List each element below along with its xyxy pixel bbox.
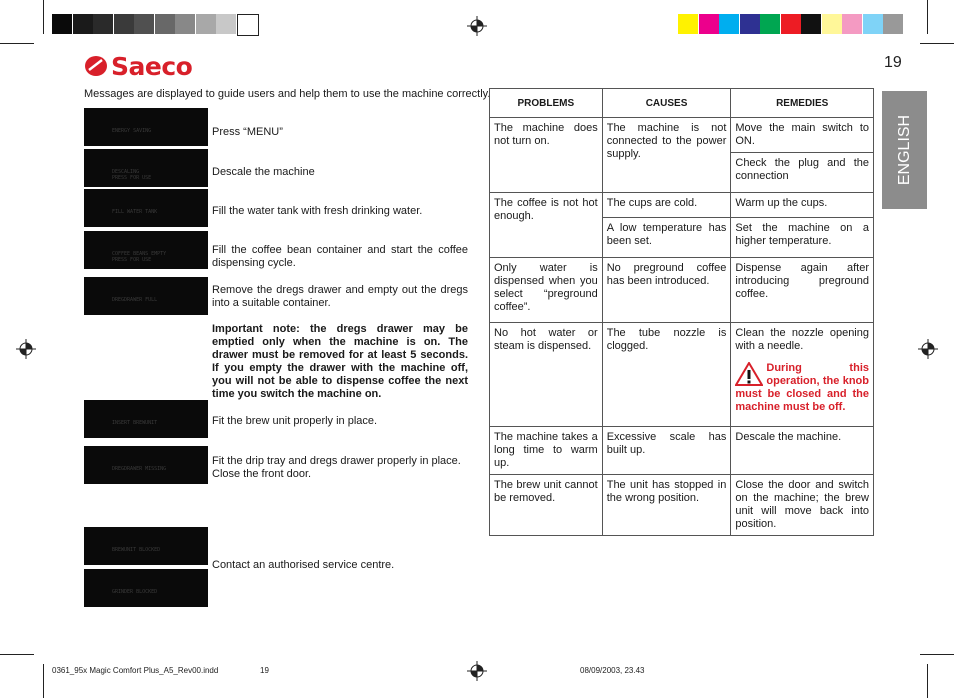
brand-name: Saeco bbox=[111, 51, 193, 81]
problem-cell: The coffee is not hot enough. bbox=[490, 193, 603, 258]
cause-cell: The tube nozzle is clogged. bbox=[602, 323, 731, 427]
message-text: Press “MENU” bbox=[212, 126, 283, 138]
lcd-text: INSERT BREWUNIT bbox=[112, 420, 158, 426]
crop-mark bbox=[920, 43, 954, 44]
registration-target-icon bbox=[467, 661, 487, 681]
remedy-text: Clean the nozzle opening with a needle. bbox=[735, 327, 869, 352]
lcd-screen bbox=[84, 149, 208, 187]
troubleshooting-table bbox=[489, 88, 874, 536]
color-swatch bbox=[760, 14, 780, 34]
message-text: Fill the water tank with fresh drinking water. bbox=[212, 205, 423, 217]
cause-cell: The cups are cold. bbox=[602, 193, 731, 218]
crop-mark bbox=[0, 43, 34, 44]
column-header-remedies: REMEDIES bbox=[731, 89, 874, 118]
gray-swatch bbox=[114, 14, 134, 34]
lcd-text: BREWUNIT BLOCKED bbox=[112, 547, 161, 553]
warning-note bbox=[735, 362, 869, 414]
color-swatch bbox=[822, 14, 842, 34]
crop-mark bbox=[43, 0, 44, 34]
warning-triangle-icon bbox=[735, 362, 763, 386]
lcd-text: GRINDER BLOCKED bbox=[112, 589, 158, 595]
lcd-text: DREGDRAWER MISSING bbox=[112, 466, 167, 472]
lcd-screen bbox=[84, 231, 208, 269]
message-text: Fit the drip tray and dregs drawer properly in place. bbox=[212, 455, 461, 467]
lcd-screen bbox=[84, 400, 208, 438]
crop-mark bbox=[43, 664, 44, 698]
gray-swatch bbox=[237, 14, 259, 36]
lcd-text: ENERGY SAVING bbox=[112, 128, 152, 134]
gray-swatch bbox=[155, 14, 175, 34]
color-swatch bbox=[699, 14, 719, 34]
table-header-row bbox=[490, 89, 874, 118]
cause-cell: No preground coffee has been introduced. bbox=[602, 258, 731, 323]
problem-cell: The brew unit cannot be removed. bbox=[490, 475, 603, 536]
page-number: 19 bbox=[884, 54, 902, 71]
lcd-text: DESCALING PRESS FOR USE bbox=[112, 169, 152, 181]
warning-text: During this operation, the knob must be closed and the machine must be off. bbox=[735, 362, 869, 413]
color-swatch bbox=[740, 14, 760, 34]
footer-filename: 0361_95x Magic Comfort Plus_A5_Rev00.indd bbox=[52, 666, 219, 675]
gray-swatch bbox=[52, 14, 72, 34]
lcd-screen bbox=[84, 446, 208, 484]
color-swatch bbox=[863, 14, 883, 34]
important-note: Important note: the dregs drawer may be emptied only when the machine is on. The drawer must be removed for at least 5 seconds. If you empty the drawer with the machine off, you will not be able to dispense coffee the next time you switch the machine on. bbox=[212, 323, 468, 400]
registration-target-icon bbox=[467, 16, 487, 36]
color-swatch bbox=[801, 14, 821, 34]
gray-swatch bbox=[196, 14, 216, 34]
color-swatch bbox=[719, 14, 739, 34]
crop-mark bbox=[920, 654, 954, 655]
message-text: Descale the machine bbox=[212, 166, 315, 178]
color-swatch bbox=[883, 14, 903, 34]
table-row bbox=[490, 258, 874, 323]
remedy-cell: Check the plug and the connection bbox=[731, 153, 874, 193]
lcd-screen bbox=[84, 527, 208, 565]
message-text: Close the front door. bbox=[212, 468, 312, 480]
lcd-text: FILL WATER TANK bbox=[112, 209, 158, 215]
problem-cell: Only water is dispensed when you select “preground coffee”. bbox=[490, 258, 603, 323]
remedy-cell bbox=[731, 323, 874, 427]
lcd-text: DREGDRAWER FULL bbox=[112, 297, 158, 303]
remedy-cell: Warm up the cups. bbox=[731, 193, 874, 218]
footer-date: 08/09/2003, 23.43 bbox=[580, 666, 645, 675]
message-text: Fill the coffee bean container and start the coffee dispensing cycle. bbox=[212, 244, 468, 269]
gray-swatch bbox=[216, 14, 236, 34]
column-header-problems: PROBLEMS bbox=[490, 89, 603, 118]
color-swatch bbox=[678, 14, 698, 34]
remedy-cell: Move the main switch to ON. bbox=[731, 118, 874, 153]
table-row bbox=[490, 475, 874, 536]
gray-swatch bbox=[73, 14, 93, 34]
footer-page: 19 bbox=[260, 666, 269, 675]
message-text: Contact an authorised service centre. bbox=[212, 559, 395, 571]
table-row bbox=[490, 427, 874, 475]
remedy-cell: Descale the machine. bbox=[731, 427, 874, 475]
crop-mark bbox=[927, 0, 928, 34]
saeco-logo bbox=[84, 52, 192, 80]
saeco-emblem-icon bbox=[84, 55, 108, 77]
color-swatch bbox=[842, 14, 862, 34]
table-row bbox=[490, 193, 874, 218]
lcd-screen bbox=[84, 189, 208, 227]
table-row bbox=[490, 323, 874, 427]
remedy-cell: Dispense again after introducing preground coffee. bbox=[731, 258, 874, 323]
lcd-screen bbox=[84, 569, 208, 607]
crop-mark bbox=[927, 664, 928, 698]
message-text: Remove the dregs drawer and empty out the dregs into a suitable container. bbox=[212, 284, 468, 309]
gray-swatch bbox=[134, 14, 154, 34]
crop-mark bbox=[0, 654, 34, 655]
language-tab bbox=[882, 91, 927, 209]
problem-cell: No hot water or steam is dispensed. bbox=[490, 323, 603, 427]
message-text: Fit the brew unit properly in place. bbox=[212, 415, 378, 427]
remedy-cell: Set the machine on a higher temperature. bbox=[731, 218, 874, 258]
cause-cell: The machine is not connected to the power supply. bbox=[602, 118, 731, 193]
registration-target-icon bbox=[16, 339, 36, 359]
remedy-cell: Close the door and switch on the machine; the brew unit will move back into position. bbox=[731, 475, 874, 536]
registration-target-icon bbox=[918, 339, 938, 359]
column-header-causes: CAUSES bbox=[602, 89, 731, 118]
language-tab-label: ENGLISH bbox=[895, 114, 913, 186]
lcd-screen bbox=[84, 108, 208, 146]
cause-cell: A low temperature has been set. bbox=[602, 218, 731, 258]
gray-swatch bbox=[93, 14, 113, 34]
cause-cell: The unit has stopped in the wrong position. bbox=[602, 475, 731, 536]
problem-cell: The machine does not turn on. bbox=[490, 118, 603, 193]
lcd-screen bbox=[84, 277, 208, 315]
problem-cell: The machine takes a long time to warm up. bbox=[490, 427, 603, 475]
color-swatch bbox=[781, 14, 801, 34]
lcd-text: COFFEE BEANS EMPTY PRESS FOR USE bbox=[112, 251, 167, 263]
intro-text: Messages are displayed to guide users and help them to use the machine correctly. bbox=[84, 88, 491, 100]
table-row bbox=[490, 118, 874, 153]
cause-cell: Excessive scale has built up. bbox=[602, 427, 731, 475]
gray-swatch bbox=[175, 14, 195, 34]
